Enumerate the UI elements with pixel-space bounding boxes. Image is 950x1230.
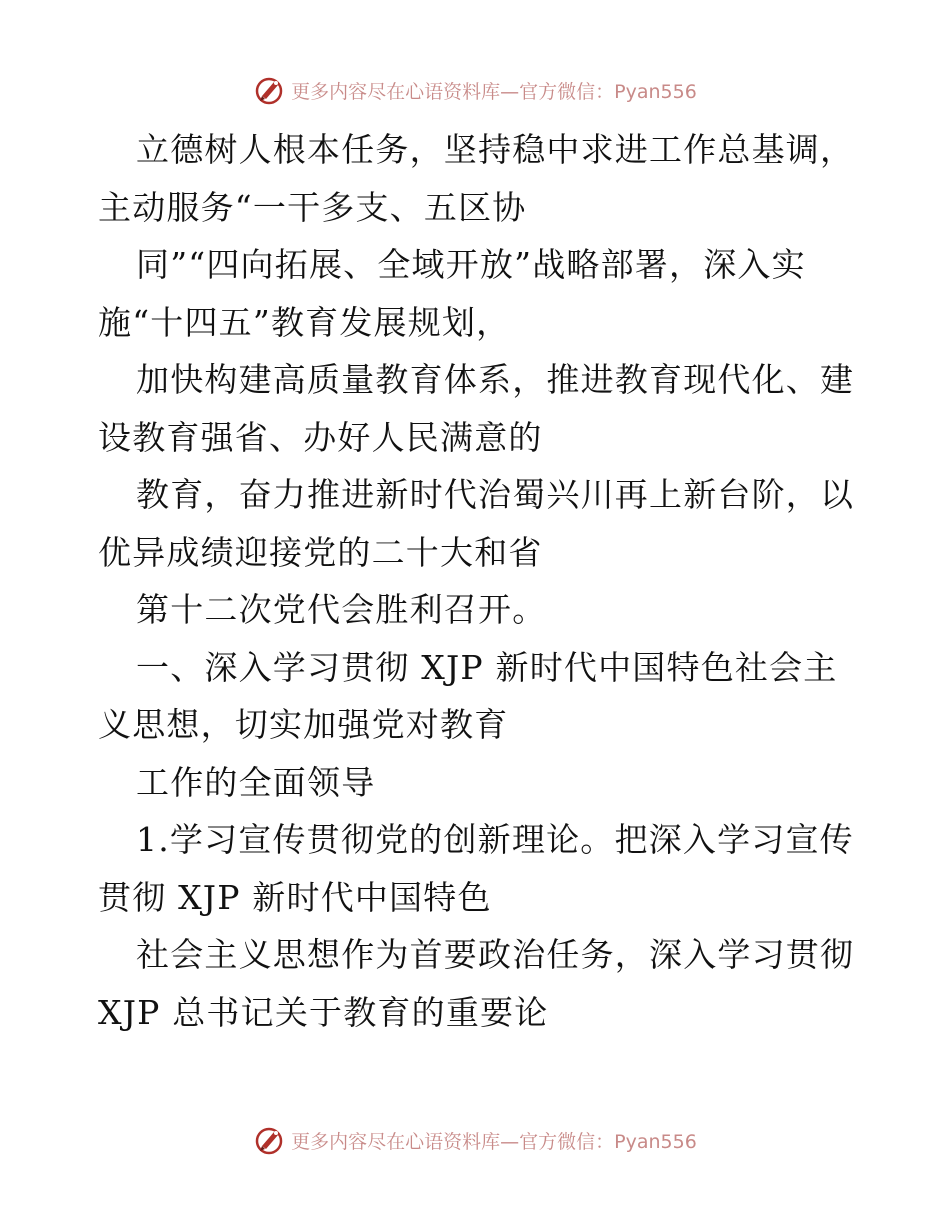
paragraph: 1.学习宣传贯彻党的创新理论。把深入学习宣传 贯彻 XJP 新时代中国特色 [98,820,854,917]
pen-logo-icon [253,74,285,106]
document-body [98,121,858,1041]
paragraph: 社会主义思想作为首要政治任务，深入学习贯彻 XJP 总书记关于教育的重要论 [98,935,855,1032]
section-heading: 一、深入学习贯彻 XJP 新时代中国特色社会主 义思想，切实加强党对教育 [98,647,838,744]
section-heading-continued: 工作的全面领导 [136,762,376,802]
paragraph: 立德树人根本任务，坚持稳中求进工作总基调， 主动服务“一干多支、五区协 [98,130,855,227]
paragraph: 加快构建高质量教育体系，推进教育现代化、建 设教育强省、办好人民满意的 [98,360,855,457]
watermark-text: 更多内容尽在心语资料库—官方微信：Pyan556 [291,1130,697,1153]
footer-watermark [0,1120,950,1160]
paragraph: 第十二次党代会胜利召开。 [136,590,547,629]
paragraph: 教育，奋力推进新时代治蜀兴川再上新台阶，以 优异成绩迎接党的二十大和省 [98,475,855,572]
pen-logo-icon [253,1124,285,1156]
watermark-text: 更多内容尽在心语资料库—官方微信：Pyan556 [291,80,697,103]
header-watermark [0,70,950,110]
paragraph: 同”“四向拓展、全域开放”战略部署，深入实 施“十四五”教育发展规划， [98,245,806,342]
